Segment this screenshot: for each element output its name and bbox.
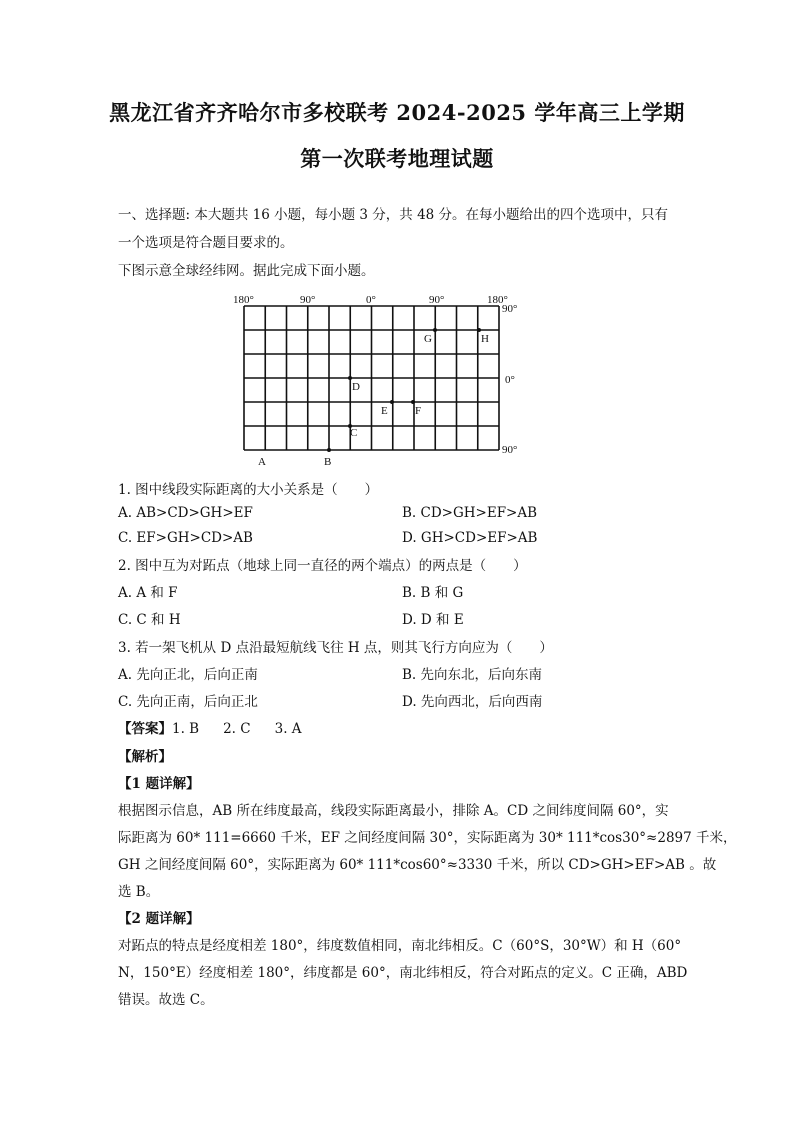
answer-row [118, 717, 302, 737]
point-d-marker [348, 376, 352, 380]
point-f-label: F [415, 405, 422, 417]
point-c-label: C [350, 427, 358, 439]
answer-item-3: 3. A [274, 721, 302, 737]
graticule-map [228, 290, 528, 470]
longitude-label-90e: 90° [429, 294, 445, 306]
point-g-marker [433, 328, 437, 332]
document-title-line2: 第一次联考地理试题 [300, 146, 494, 171]
question-3-option-c: C. 先向正南，后向正北 [118, 694, 258, 710]
point-f-marker [411, 400, 415, 404]
question-2-stem: 2. 图中互为对跖点（地球上同一直径的两个端点）的两点是（ ） [118, 558, 527, 574]
question-1-stem: 1. 图中线段实际距离的大小关系是（ ） [118, 482, 379, 498]
map-top-labels [233, 294, 508, 306]
q1-analysis-line-3: GH 之间经度间隔 60°，实际距离为 60* 111*cos60°≈3330 千米，所以 CD>GH>EF>AB 。故 [118, 857, 717, 873]
question-3-option-d: D. 先向西北，后向西南 [402, 694, 543, 710]
question-2-option-a: A. A 和 F [118, 585, 178, 601]
point-b-marker [327, 448, 331, 452]
q2-analysis-line-2: N，150°E）经度相差 180°，纬度都是 60°，南北纬相反，符合对跖点的定义。C 正确，ABD [118, 965, 688, 981]
point-a-label: A [258, 456, 266, 468]
question-1-option-b: B. CD>GH>EF>AB [402, 505, 538, 521]
q2-analysis-label: 【2 题详解】 [118, 911, 200, 927]
passage-text: 下图示意全球经纬网。据此完成下面小题。 [118, 263, 375, 279]
point-b-label: B [324, 456, 332, 468]
analysis-label: 【解析】 [118, 749, 172, 765]
question-1-option-d: D. GH>CD>EF>AB [402, 530, 538, 546]
q1-analysis-line-4: 选 B。 [118, 884, 160, 900]
latitude-label-90n: 90° [502, 303, 518, 315]
answer-item-1: 1. B [172, 721, 200, 737]
question-2-option-b: B. B 和 G [402, 585, 464, 601]
section-instruction-line2: 一个选项是符合题目要求的。 [118, 235, 294, 251]
point-d-label: D [352, 381, 360, 393]
q1-analysis-line-2: 际距离为 60* 111=6660 千米，EF 之间经度间隔 30°，实际距离为 30* 111*cos30°≈2897 千米， [118, 830, 737, 846]
q1-analysis-label: 【1 题详解】 [118, 776, 200, 792]
longitude-label-0: 0° [366, 294, 376, 306]
question-1-option-a: A. AB>CD>GH>EF [118, 505, 253, 521]
q2-analysis-line-1: 对跖点的特点是经度相差 180°，纬度数值相同，南北纬相反。C（60°S，30°W）和 H（60° [118, 938, 682, 954]
section-instruction-line1: 一、选择题: 本大题共 16 小题，每小题 3 分，共 48 分。在每小题给出的四个选项中，只有 [118, 207, 669, 223]
document-title-line1: 黑龙江省齐齐哈尔市多校联考 2024-2025 学年高三上学期 [109, 100, 685, 125]
point-e-marker [390, 400, 394, 404]
longitude-label-180e: 180° [487, 294, 508, 306]
q1-analysis-line-1: 根据图示信息，AB 所在纬度最高，线段实际距离最小，排除 A。CD 之间纬度间隔 60°，实 [118, 803, 669, 819]
longitude-label-180w: 180° [233, 294, 254, 306]
map-grid [244, 306, 499, 450]
answer-label: 【答案】 [118, 721, 172, 737]
question-1-option-c: C. EF>GH>CD>AB [118, 530, 253, 546]
answer-item-2: 2. C [223, 721, 251, 737]
longitude-label-90w: 90° [300, 294, 316, 306]
question-2-option-c: C. C 和 H [118, 612, 181, 628]
latitude-label-90s: 90° [502, 444, 518, 456]
latitude-label-0: 0° [505, 374, 515, 386]
map-right-labels [502, 303, 517, 456]
question-3-stem: 3. 若一架飞机从 D 点沿最短航线飞往 H 点，则其飞行方向应为（ ） [118, 640, 553, 656]
q2-analysis-line-3: 错误。故选 C。 [118, 992, 214, 1008]
point-h-label: H [481, 333, 489, 345]
question-2-option-d: D. D 和 E [402, 612, 464, 628]
question-3-option-a: A. 先向正北，后向正南 [118, 667, 258, 683]
point-h-marker [477, 328, 481, 332]
question-3-option-b: B. 先向东北，后向东南 [402, 667, 543, 683]
point-e-label: E [381, 405, 388, 417]
point-g-label: G [424, 333, 432, 345]
